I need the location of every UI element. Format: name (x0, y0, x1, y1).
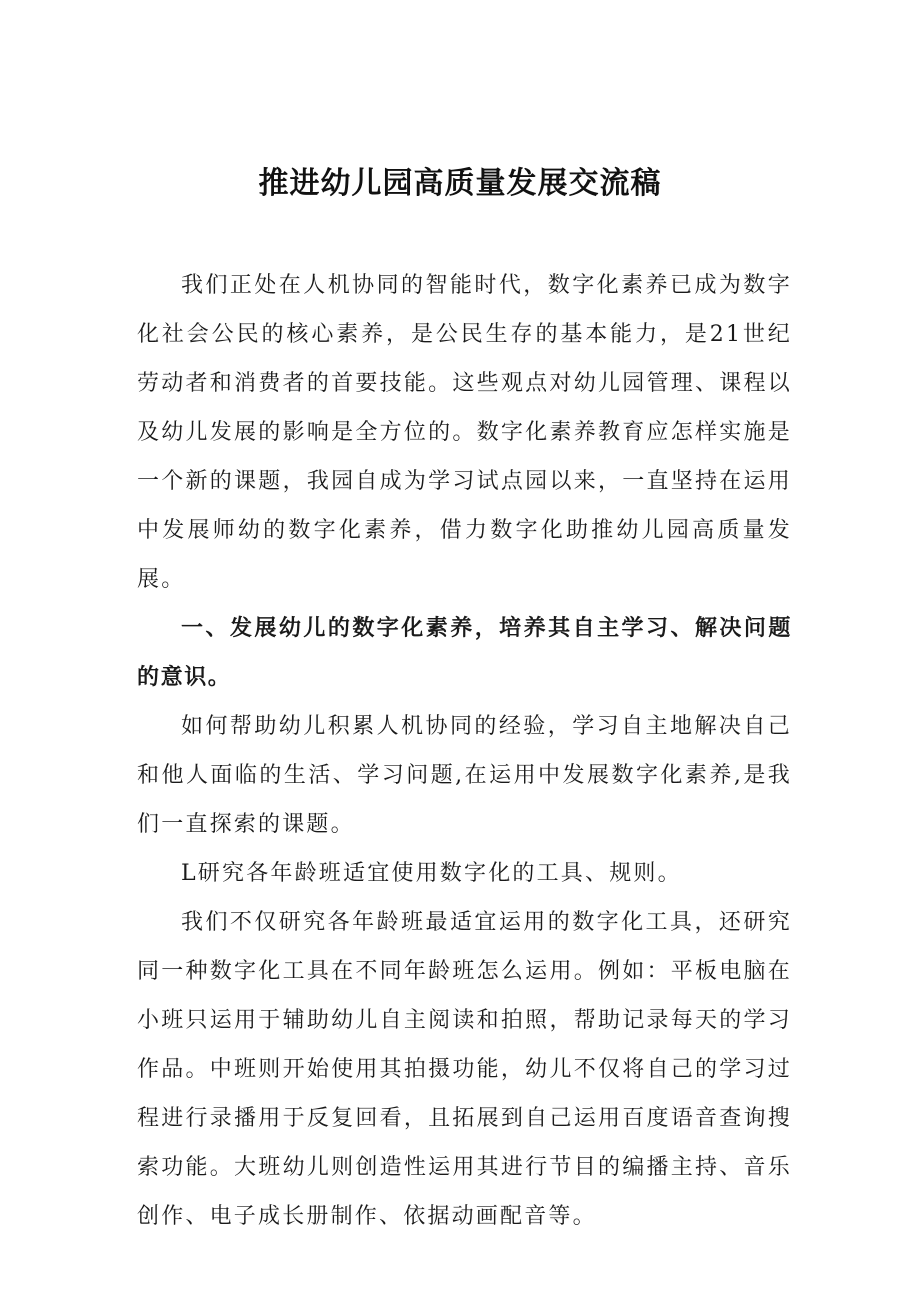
subsection-heading-1: L研究各年龄班适宜使用数字化的工具、规则。 (181, 861, 682, 886)
document-body (137, 261, 792, 1241)
intro-paragraph: 我们正处在人机协同的智能时代，数字化素养已成为数字化社会公民的核心素养，是公民生存的基本能力，是21世纪劳动者和消费者的首要技能。这些观点对幼儿园管理、课程以及幼儿发展的影响是全方位的。数字化素养教育应怎样实施是一个新的课题，我园自成为学习试点园以来，一直坚持在运用中发展师幼的数字化素养，借力数字化助推幼儿园高质量发展。 (137, 273, 792, 592)
document-title: 推进幼儿园高质量发展交流稿 (258, 166, 662, 201)
subsection-1-paragraph: 我们不仅研究各年龄班最适宜运用的数字化工具，还研究同一种数字化工具在不同年龄班怎么运用。例如：平板电脑在小班只运用于辅助幼儿自主阅读和拍照，帮助记录每天的学习作品。中班则开始使用其拍摄功能，幼儿不仅将自己的学习过程进行录播用于反复回看，且拓展到自己运用百度语音查询搜索功能。大班幼儿则创造性运用其进行节目的编播主持、音乐创作、电子成长册制作、依据动画配音等。 (137, 910, 792, 1229)
section-heading-1: 一、发展幼儿的数字化素养，培养其自主学习、解决问题的意识。 (137, 616, 792, 690)
section-1-paragraph: 如何帮助幼儿积累人机协同的经验，学习自主地解决自己和他人面临的生活、学习问题,在运用中发展数字化素养,是我们一直探索的课题。 (137, 714, 792, 837)
